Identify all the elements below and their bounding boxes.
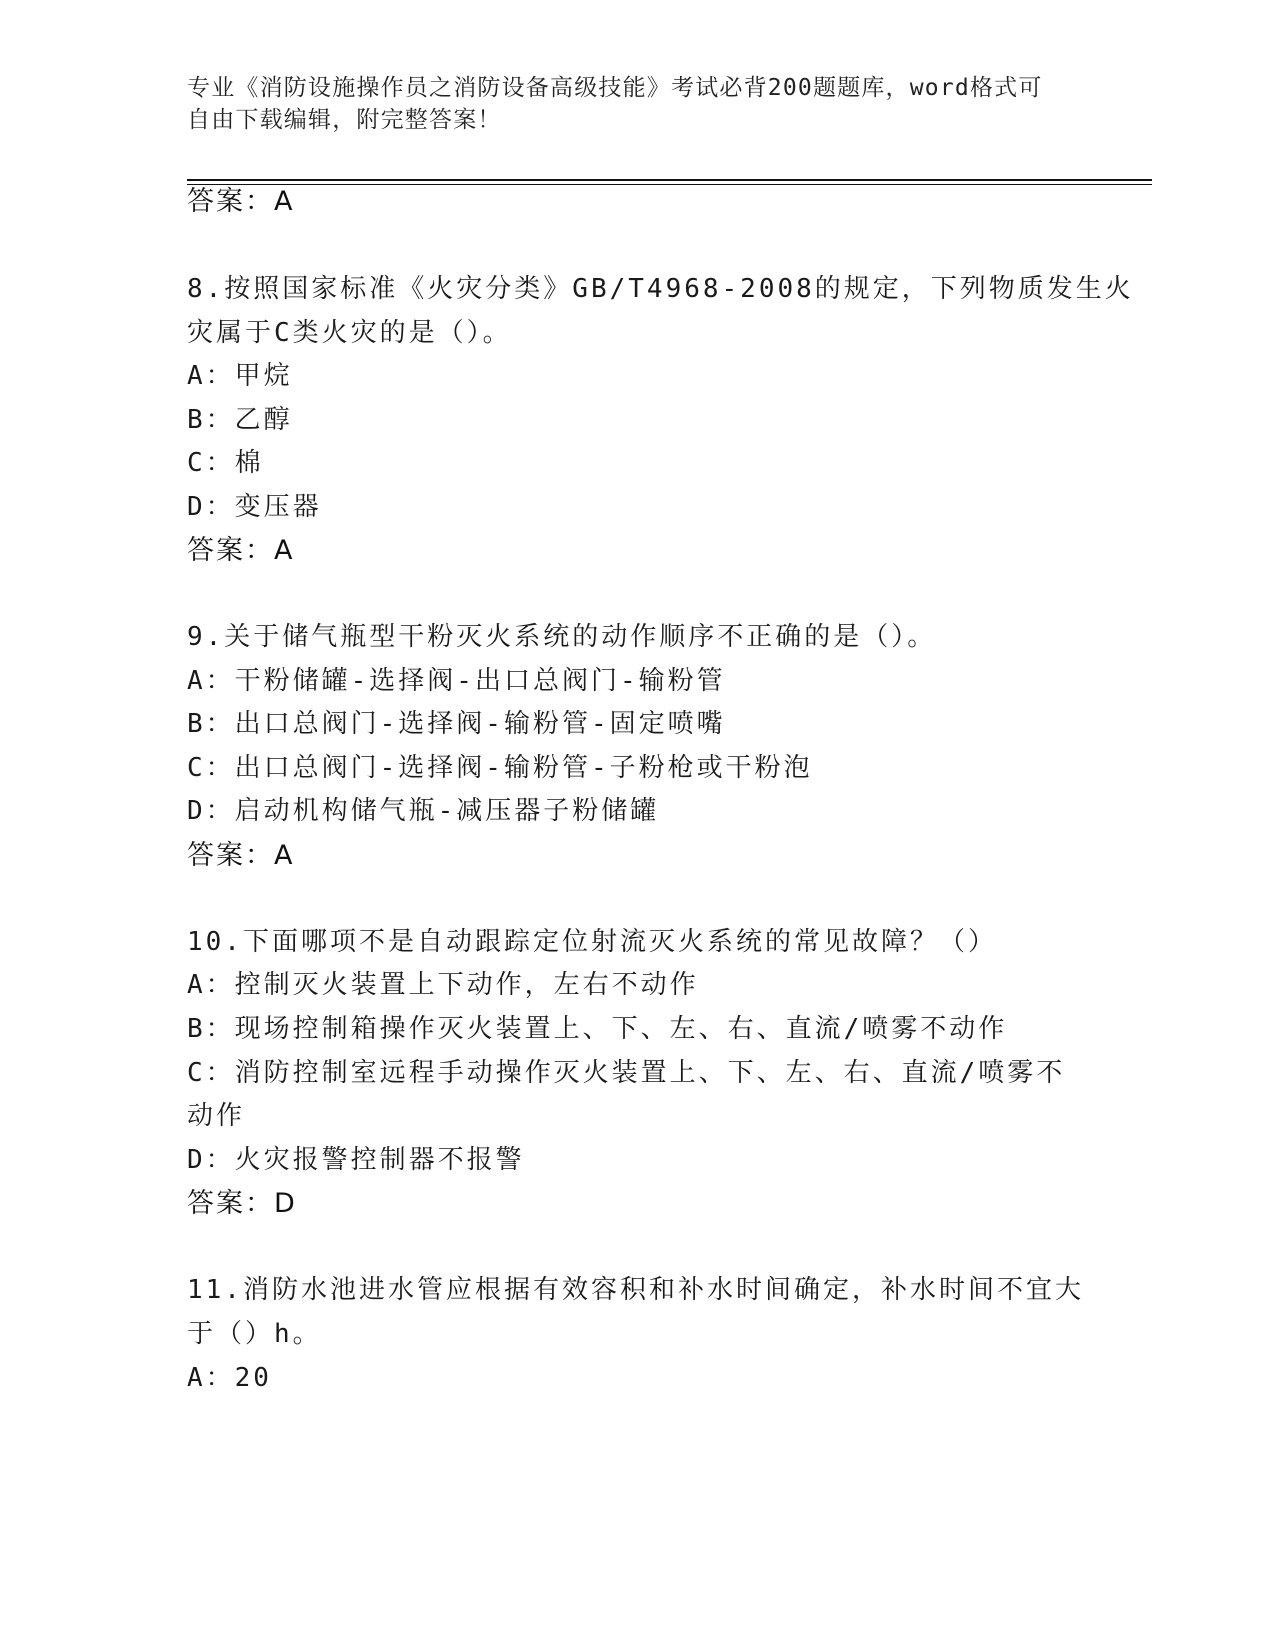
header-line-1: 专业《消防设施操作员之消防设备高级技能》考试必背200题题库，word格式可	[187, 75, 1043, 101]
question-11-option-a: A：20	[187, 1363, 272, 1393]
question-10-option-b: B：现场控制箱操作灭火装置上、下、左、右、直流/喷雾不动作	[187, 1014, 1008, 1044]
document-header	[187, 72, 1067, 136]
question-9-option-a: A：干粉储罐-选择阀-出口总阀门-输粉管	[187, 666, 726, 696]
question-11-stem-line-1: 11.消防水池进水管应根据有效容积和补水时间确定，补水时间不宜大	[187, 1275, 1084, 1305]
question-9-answer: 答案：A	[187, 840, 295, 871]
question-10-option-a: A：控制灭火装置上下动作，左右不动作	[187, 970, 699, 1000]
question-9-option-b: B：出口总阀门-选择阀-输粉管-固定喷嘴	[187, 709, 726, 739]
header-line-2: 自由下载编辑，附完整答案！	[187, 107, 502, 133]
question-8-option-a: A：甲烷	[187, 361, 293, 391]
answer-previous: 答案：A	[187, 186, 295, 217]
question-8-stem-line-1: 8.按照国家标准《火灾分类》GB/T4968-2008的规定，下列物质发生火	[187, 274, 1134, 304]
question-10-option-c-continued: 动作	[187, 1101, 246, 1131]
question-8-answer: 答案：A	[187, 535, 295, 566]
question-9-option-c: C：出口总阀门-选择阀-输粉管-子粉枪或干粉泡	[187, 753, 813, 783]
question-8-option-d: D：变压器	[187, 492, 322, 522]
question-8-option-b: B：乙醇	[187, 405, 293, 435]
question-8-stem-line-2: 灾属于C类火灾的是（）。	[187, 318, 512, 348]
question-9-stem-line-1: 9.关于储气瓶型干粉灭火系统的动作顺序不正确的是（）。	[187, 622, 937, 652]
question-10-answer: 答案：D	[187, 1188, 297, 1219]
header-rule-thick	[187, 179, 1152, 181]
question-10-option-d: D：火灾报警控制器不报警	[187, 1145, 525, 1175]
question-10-stem-line-1: 10.下面哪项不是自动跟踪定位射流灭火系统的常见故障？（）	[187, 927, 997, 957]
question-8-option-c: C：棉	[187, 448, 264, 478]
question-9-option-d: D：启动机构储气瓶-减压器子粉储罐	[187, 796, 660, 826]
question-10-option-c: C：消防控制室远程手动操作灭火装置上、下、左、右、直流/喷雾不	[187, 1058, 1066, 1088]
question-11-stem-line-2: 于（）h。	[187, 1319, 322, 1349]
header-rule-thin	[187, 184, 1152, 185]
